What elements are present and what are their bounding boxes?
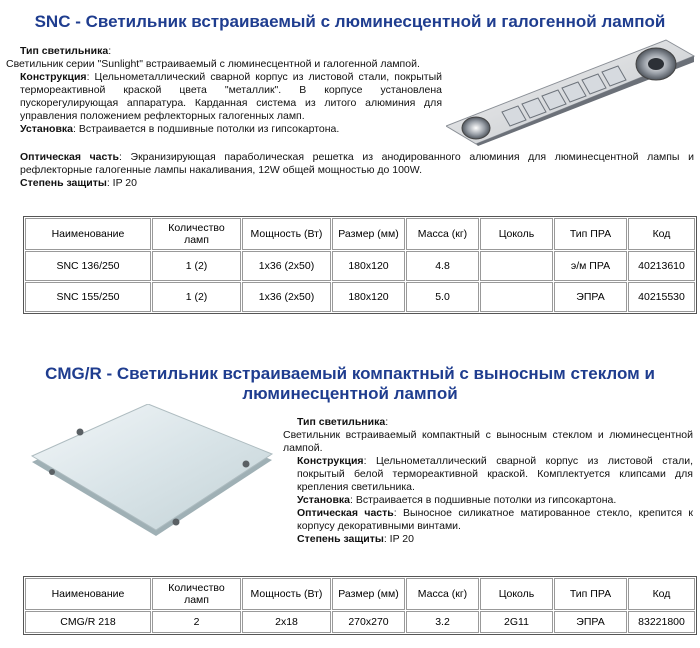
header-cell: Количество ламп: [152, 578, 241, 610]
header-cell: Наименование: [25, 218, 151, 250]
table-header-row: [25, 218, 695, 250]
snc-protection-label: Степень защиты: [20, 177, 107, 189]
cmg-spec-table: [23, 576, 697, 635]
snc-install-label: Установка: [20, 123, 73, 135]
table-cell: 5.0: [406, 282, 479, 312]
cmg-install-label: Установка: [297, 494, 350, 506]
header-cell: Наименование: [25, 578, 151, 610]
cmg-optic-label: Оптическая часть: [297, 507, 394, 519]
snc-luminaire-image: [446, 34, 696, 146]
snc-protection-text: IP 20: [112, 177, 137, 189]
table-row: [25, 611, 695, 633]
table-cell: [480, 251, 553, 281]
header-cell: Размер (мм): [332, 218, 405, 250]
cmg-protection-text: IP 20: [389, 533, 414, 545]
snc-optic-label: Оптическая часть: [20, 151, 119, 163]
cmg-type-text: Светильник встраиваемый компактный с выносным стеклом и люминесцентной лампой.: [283, 429, 693, 454]
snc-spec-table: [23, 216, 697, 314]
header-cell: Цоколь: [480, 578, 553, 610]
snc-optic-text: Экранизирующая параболическая решетка из анодированного алюминия для люминесцентной лампы и рефлекторные галогенные лампы накаливания, 12W общей мощностью до 100W.: [20, 151, 694, 176]
snc-construction-text: Цельнометаллический сварной корпус из листовой стали, покрытый термореактивной краской цвета "металлик". В корпусе установлена пускорегулирующая аппаратура. Карданная система из литого алюминия для управления положением рефлекторных галогенных ламп.: [20, 71, 442, 122]
table-cell: 3.2: [406, 611, 479, 633]
table-cell: 40213610: [628, 251, 695, 281]
table-cell: SNC 136/250: [25, 251, 151, 281]
snc-type-text: Светильник серии "Sunlight" встраиваемый с люминесцентной и галогенной лампой.: [6, 58, 420, 70]
table-row: [25, 251, 695, 281]
cmg-install-text: Встраивается в подшивные потолки из гипсокартона.: [355, 494, 617, 506]
header-cell: Код: [628, 218, 695, 250]
table-cell: 1x36 (2x50): [242, 282, 331, 312]
table-cell: 270x270: [332, 611, 405, 633]
header-cell: Тип ПРА: [554, 218, 627, 250]
cmg-title-line2: люминесцентной лампой: [242, 384, 458, 403]
snc-construction-label: Конструкция: [20, 71, 87, 83]
table-cell: 1 (2): [152, 282, 241, 312]
table-cell: 180x120: [332, 282, 405, 312]
cmg-type-label: Тип светильника: [297, 416, 386, 428]
cmg-title-line1: CMG/R - Светильник встраиваемый компактный с выносным стеклом и: [45, 364, 655, 383]
header-cell: Размер (мм): [332, 578, 405, 610]
table-cell: 1x36 (2x50): [242, 251, 331, 281]
header-cell: Мощность (Вт): [242, 578, 331, 610]
header-cell: Код: [628, 578, 695, 610]
table-cell: 2x18: [242, 611, 331, 633]
header-cell: Цоколь: [480, 218, 553, 250]
table-cell: ЭПРА: [554, 611, 627, 633]
table-cell: 2G11: [480, 611, 553, 633]
table-cell: 2: [152, 611, 241, 633]
snc-description: Тип светильника: Светильник серии "Sunlight" встраиваемый с люминесцентной и галогенной лампой. Конструкция: Цельнометаллический сварной корпус из листовой стали, покрытый термореактивной краской цвета "металлик". В корпусе установлена пускорегулирующая аппаратура. Карданная система из литого алюминия для управления положением рефлекторных галогенных ламп. Установка: Встраивается в подшивные потолки из гипсокартона.: [6, 45, 442, 135]
table-cell: ЭПРА: [554, 282, 627, 312]
table-cell: 83221800: [628, 611, 695, 633]
cmg-protection-label: Степень защиты: [297, 533, 384, 545]
header-cell: Масса (кг): [406, 578, 479, 610]
header-cell: Мощность (Вт): [242, 218, 331, 250]
cmg-construction-text: Цельнометаллический сварной корпус из листовой стали, покрытый белой термореактивной краской. Комплектуется клипсами для крепления светильника.: [297, 455, 693, 493]
table-cell: э/м ПРА: [554, 251, 627, 281]
snc-install-text: Встраивается в подшивные потолки из гипсокартона.: [78, 123, 340, 135]
header-cell: Количество ламп: [152, 218, 241, 250]
table-cell: 4.8: [406, 251, 479, 281]
table-cell: 180x120: [332, 251, 405, 281]
cmg-description: Тип светильника: Светильник встраиваемый компактный с выносным стеклом и люминесцентной лампой. Конструкция: Цельнометаллический сварной корпус из листовой стали, покрытый белой термореактивной краской. Комплектуется клипсами для крепления светильника. Установка: Встраивается в подшивные потолки из гипсокартона. Оптическая часть: Выносное силикатное матированное стекло, крепится к корпусу декоративными винтами. Степень защиты: IP 20: [283, 416, 693, 545]
table-row: [25, 282, 695, 312]
table-cell: 40215530: [628, 282, 695, 312]
table-cell: 1 (2): [152, 251, 241, 281]
header-cell: Тип ПРА: [554, 578, 627, 610]
cmg-construction-label: Конструкция: [297, 455, 364, 467]
table-cell: CMG/R 218: [25, 611, 151, 633]
snc-optic-description: Оптическая часть: Экранизирующая параболическая решетка из анодированного алюминия для люминесцентной лампы и рефлекторные галогенные лампы накаливания, 12W общей мощностью до 100W. Степень защиты: IP 20: [20, 151, 694, 189]
table-cell: [480, 282, 553, 312]
cmg-optic-text: Выносное силикатное матированное стекло, крепится к корпусу декоративными винтами.: [297, 507, 693, 532]
table-header-row: [25, 578, 695, 610]
header-cell: Масса (кг): [406, 218, 479, 250]
snc-title: SNC - Светильник встраиваемый с люминесцентной и галогенной лампой: [34, 12, 666, 31]
snc-type-label: Тип светильника: [20, 45, 109, 57]
cmg-luminaire-image: [28, 404, 276, 548]
table-cell: SNC 155/250: [25, 282, 151, 312]
